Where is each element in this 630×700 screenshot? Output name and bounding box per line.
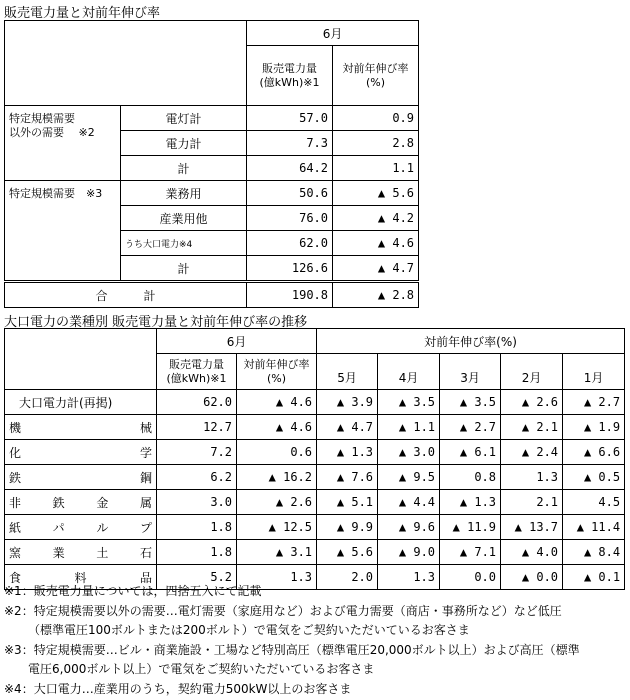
sales-value: 64.2 — [247, 156, 333, 181]
row-label: 電力計 — [121, 131, 247, 156]
table-row — [5, 181, 419, 206]
trend-value: ▲ 13.7 — [501, 515, 563, 540]
growth-value: ▲ 3.1 — [237, 540, 317, 565]
sales-value: 76.0 — [247, 206, 333, 231]
trend-value: ▲ 7.6 — [317, 465, 378, 490]
row-label: 食料品 — [5, 565, 157, 590]
sales-summary-table — [4, 20, 419, 308]
table-row — [5, 515, 625, 540]
footnote: ※4：大口電力…産業用のうち，契約電力500kW以上のお客さま — [4, 681, 352, 696]
trend-value: ▲ 1.9 — [563, 415, 625, 440]
sales-value: 1.8 — [157, 515, 237, 540]
trend-value: ▲ 9.5 — [378, 465, 440, 490]
growth-value: 0.9 — [333, 106, 419, 131]
growth-value: ▲ 4.6 — [333, 231, 419, 256]
row-label: 非鉄金属 — [5, 490, 157, 515]
sales-value: 3.0 — [157, 490, 237, 515]
trend-value: ▲ 5.6 — [317, 540, 378, 565]
trend-value: ▲ 1.1 — [378, 415, 440, 440]
trend-value: ▲ 8.4 — [563, 540, 625, 565]
trend-value: 0.8 — [440, 465, 501, 490]
row-label: 化学 — [5, 440, 157, 465]
growth-value: ▲ 12.5 — [237, 515, 317, 540]
growth-value: ▲ 2.6 — [237, 490, 317, 515]
total-growth-value: ▲ 2.8 — [333, 282, 419, 308]
row-label: 計 — [121, 256, 247, 282]
table-row — [5, 540, 625, 565]
footnote: （標準電圧100ボルトまたは200ボルト）で電気をご契約いただいているお客さま — [28, 623, 470, 637]
trend-value: ▲ 2.4 — [501, 440, 563, 465]
trend-value: ▲ 2.1 — [501, 415, 563, 440]
trend-value: ▲ 1.3 — [317, 440, 378, 465]
trend-value: ▲ 3.9 — [317, 390, 378, 415]
total-sales-value: 190.8 — [247, 282, 333, 308]
growth-value: ▲ 4.6 — [237, 415, 317, 440]
table1-sales-header: 販売電力量 (億kWh)※1 — [247, 46, 333, 106]
table-row — [5, 390, 625, 415]
footnote: ※2：特定規模需要以外の需要…電灯需要（家庭用など）および電力需要（商店・事務所など）など低圧 — [4, 603, 562, 618]
table1-title: 販売電力量と対前年伸び率 — [4, 6, 161, 21]
industry-sales-table — [4, 328, 625, 590]
group-label-specified: 特定規模需要 ※3 — [5, 181, 121, 282]
month-header-mar: 3月 — [440, 354, 501, 390]
trend-value: ▲ 6.1 — [440, 440, 501, 465]
growth-value: 2.8 — [333, 131, 419, 156]
growth-value: ▲ 5.6 — [333, 181, 419, 206]
table1-corner — [5, 21, 247, 106]
footnote: ※1：販売電力量については，四捨五入にて記載 — [4, 584, 262, 598]
table-row — [5, 415, 625, 440]
trend-value: ▲ 4.4 — [378, 490, 440, 515]
growth-value: 1.1 — [333, 156, 419, 181]
growth-value: 0.6 — [237, 440, 317, 465]
trend-value: ▲ 5.1 — [317, 490, 378, 515]
trend-value: ▲ 3.0 — [378, 440, 440, 465]
trend-value: ▲ 3.5 — [378, 390, 440, 415]
trend-value: ▲ 2.7 — [440, 415, 501, 440]
sales-value: 62.0 — [157, 390, 237, 415]
growth-value: 1.3 — [237, 565, 317, 590]
trend-value: ▲ 2.6 — [501, 390, 563, 415]
trend-value: ▲ 1.3 — [440, 490, 501, 515]
trend-value: ▲ 11.9 — [440, 515, 501, 540]
row-label: 窯業土石 — [5, 540, 157, 565]
trend-value: 1.3 — [501, 465, 563, 490]
trend-value: ▲ 7.1 — [440, 540, 501, 565]
total-row — [5, 282, 419, 308]
footnote: ※3：特定規模需要…ビル・商業施設・工場など特別高圧（標準電圧20,000ボルト以上）および高圧（標準 — [4, 642, 580, 657]
trend-value: ▲ 3.5 — [440, 390, 501, 415]
total-label: 合 計 — [5, 282, 247, 308]
row-label: 産業用他 — [121, 206, 247, 231]
trend-value: ▲ 9.6 — [378, 515, 440, 540]
row-label: 鉄鋼 — [5, 465, 157, 490]
sales-value: 7.3 — [247, 131, 333, 156]
trend-value: ▲ 11.4 — [563, 515, 625, 540]
growth-value: ▲ 4.2 — [333, 206, 419, 231]
trend-value: 4.5 — [563, 490, 625, 515]
trend-value: 1.3 — [378, 565, 440, 590]
month-header-jan: 1月 — [563, 354, 625, 390]
sales-value: 57.0 — [247, 106, 333, 131]
table2-growth-header: 対前年伸び率 (%) — [237, 354, 317, 390]
table2-sales-header: 販売電力量 (億kWh)※1 — [157, 354, 237, 390]
row-label: 計 — [121, 156, 247, 181]
table-row — [5, 440, 625, 465]
sales-value: 5.2 — [157, 565, 237, 590]
sales-value: 1.8 — [157, 540, 237, 565]
sales-value: 62.0 — [247, 231, 333, 256]
month-header-feb: 2月 — [501, 354, 563, 390]
trend-value: ▲ 4.7 — [317, 415, 378, 440]
sales-value: 50.6 — [247, 181, 333, 206]
table-row — [5, 465, 625, 490]
row-label: 電灯計 — [121, 106, 247, 131]
trend-value: 2.1 — [501, 490, 563, 515]
trend-value: ▲ 6.6 — [563, 440, 625, 465]
sales-value: 6.2 — [157, 465, 237, 490]
month-header-apr: 4月 — [378, 354, 440, 390]
trend-value: ▲ 0.0 — [501, 565, 563, 590]
trend-value: ▲ 0.5 — [563, 465, 625, 490]
growth-value: ▲ 4.6 — [237, 390, 317, 415]
trend-value: 2.0 — [317, 565, 378, 590]
sales-value: 12.7 — [157, 415, 237, 440]
group-label-non-specified: 特定規模需要 以外の需要 ※2 — [5, 106, 121, 181]
table1-growth-header: 対前年伸び率 (%) — [333, 46, 419, 106]
row-label: 大口電力計(再掲) — [5, 390, 157, 415]
trend-value: 0.0 — [440, 565, 501, 590]
sales-value: 126.6 — [247, 256, 333, 282]
row-label: うち大口電力※4 — [121, 231, 247, 256]
table-row — [5, 106, 419, 131]
table2-corner — [5, 329, 157, 390]
trend-header: 対前年伸び率(%) — [317, 329, 625, 354]
table2-month-header: 6月 — [157, 329, 317, 354]
growth-value: ▲ 4.7 — [333, 256, 419, 282]
table1-month-header: 6月 — [247, 21, 419, 46]
table2-title: 大口電力の業種別 販売電力量と対前年伸び率の推移 — [4, 315, 308, 330]
trend-value: ▲ 9.0 — [378, 540, 440, 565]
trend-value: ▲ 2.7 — [563, 390, 625, 415]
row-label: 機械 — [5, 415, 157, 440]
growth-value: ▲ 16.2 — [237, 465, 317, 490]
table-row — [5, 490, 625, 515]
row-label: 業務用 — [121, 181, 247, 206]
trend-value: ▲ 4.0 — [501, 540, 563, 565]
row-label: 紙パルプ — [5, 515, 157, 540]
sales-value: 7.2 — [157, 440, 237, 465]
month-header-may: 5月 — [317, 354, 378, 390]
footnote: 電圧6,000ボルト以上）で電気をご契約いただいているお客さま — [28, 662, 375, 676]
trend-value: ▲ 9.9 — [317, 515, 378, 540]
footnotes — [4, 582, 628, 699]
trend-value: ▲ 0.1 — [563, 565, 625, 590]
